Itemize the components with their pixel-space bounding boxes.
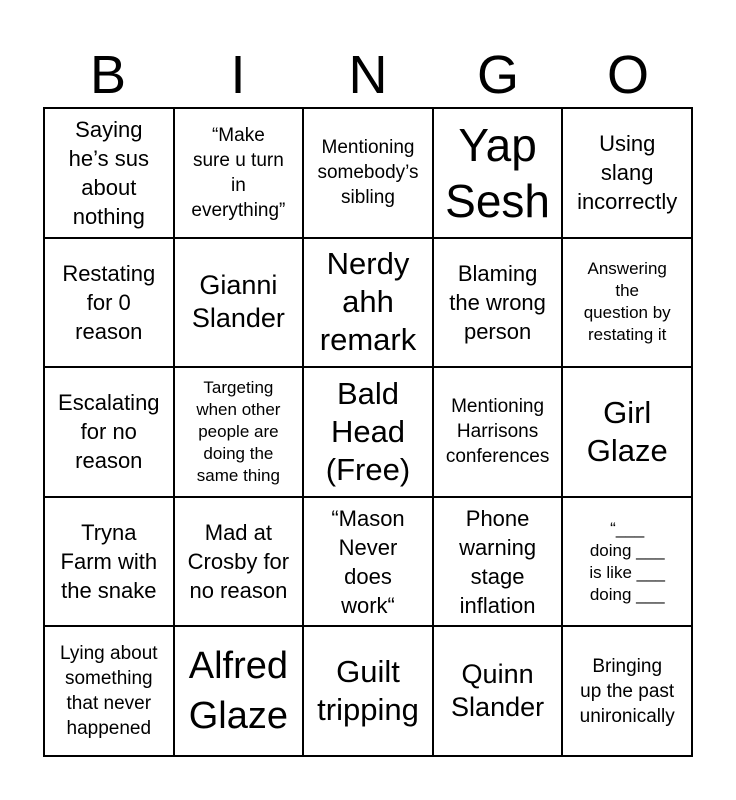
bingo-cell[interactable] <box>44 626 174 756</box>
bingo-cell[interactable] <box>562 108 692 238</box>
bingo-cell-text: Tryna Farm with the snake <box>60 520 158 604</box>
bingo-cell[interactable] <box>433 108 563 238</box>
bingo-cell[interactable] <box>174 367 304 497</box>
bingo-cell-text: “Make sure u turn in everything” <box>191 124 286 221</box>
bingo-cell-text: “___ doing ___ is like ___ doing ___ <box>589 518 665 604</box>
bingo-cell-text: Yap Sesh <box>445 118 551 227</box>
bingo-cell-text: Saying he’s sus about nothing <box>68 116 149 229</box>
bingo-cell-text: Phone warning stage inflation <box>459 505 537 618</box>
header-letter-o: O <box>606 45 649 105</box>
bingo-cell[interactable] <box>433 626 563 756</box>
bingo-cell-text: Answering the question by restating it <box>583 259 671 345</box>
bingo-cell[interactable] <box>303 626 433 756</box>
bingo-cell[interactable] <box>174 238 304 368</box>
header-letter-i: I <box>230 45 246 105</box>
bingo-header <box>43 42 693 108</box>
bingo-grid <box>43 107 693 757</box>
header-letter-n: N <box>348 45 388 105</box>
bingo-cell[interactable] <box>433 367 563 497</box>
bingo-cell[interactable] <box>303 367 433 497</box>
bingo-cell-text: Blaming the wrong person <box>449 260 546 344</box>
bingo-cell[interactable] <box>433 497 563 627</box>
bingo-cell-text: Nerdy ahh remark <box>319 246 417 358</box>
bingo-cell[interactable] <box>44 108 174 238</box>
bingo-cell-text: Guilt tripping <box>317 654 419 728</box>
bingo-cell-text: Mentioning somebody’s sibling <box>317 137 419 209</box>
bingo-cell[interactable] <box>174 108 304 238</box>
bingo-cell[interactable] <box>433 238 563 368</box>
bingo-cell[interactable] <box>303 108 433 238</box>
bingo-cell[interactable] <box>303 238 433 368</box>
bingo-cell-text: Mentioning Harrisons conferences <box>445 396 550 468</box>
bingo-cell-text: Using slang incorrectly <box>577 131 678 215</box>
bingo-cell[interactable] <box>174 626 304 756</box>
bingo-cell-text: Girl Glaze <box>586 394 668 468</box>
bingo-cell[interactable] <box>44 238 174 368</box>
bingo-cell[interactable] <box>562 238 692 368</box>
bingo-cell[interactable] <box>44 367 174 497</box>
bingo-cell-text: Mad at Crosby for no reason <box>187 520 290 604</box>
bingo-cell-text: Escalating for no reason <box>58 390 160 474</box>
header-letter-g: G <box>476 45 519 105</box>
bingo-cell-text: Targeting when other people are doing the same thing <box>196 377 281 485</box>
bingo-cell[interactable] <box>562 367 692 497</box>
bingo-cell-text: Bringing up the past unironically <box>579 655 675 727</box>
header-letter-b: B <box>89 45 127 105</box>
bingo-cell[interactable] <box>562 626 692 756</box>
bingo-cell[interactable] <box>303 497 433 627</box>
bingo-cell-text: Alfred Glaze <box>188 645 289 738</box>
bingo-cell-text: Restating for 0 reason <box>62 260 156 344</box>
bingo-cell-text: Gianni Slander <box>191 270 285 334</box>
bingo-cell-text: “Mason Never does work“ <box>331 505 405 618</box>
bingo-cell[interactable] <box>174 497 304 627</box>
bingo-cell-text: Lying about something that never happened <box>60 643 158 740</box>
bingo-cell[interactable] <box>562 497 692 627</box>
bingo-cell[interactable] <box>44 497 174 627</box>
bingo-cell-text: Quinn Slander <box>451 659 545 723</box>
bingo-cell-text: Bald Head (Free) <box>325 375 411 487</box>
